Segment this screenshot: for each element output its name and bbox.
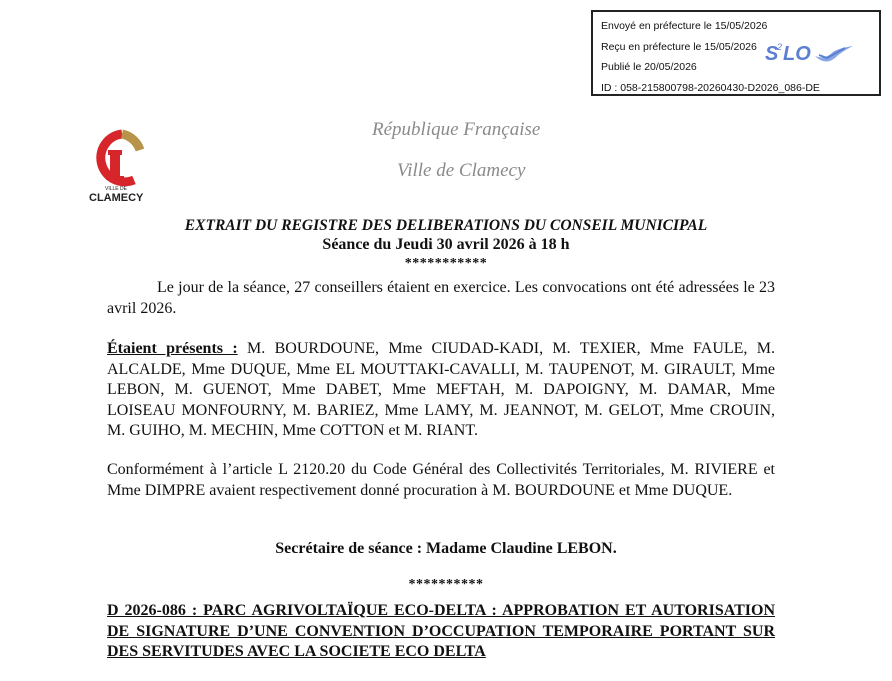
- proxy-paragraph: Conformément à l’article L 2120.20 du Code Général des Collectivités Territoriales, M. RIVIERE et Mme DIMPRE avaient respectivement donné procuration à M. BOURDOUNE et Mme DUQUE.: [107, 461, 775, 499]
- svg-text:LO: LO: [783, 43, 811, 65]
- stamp-published: Publié le 20/05/2026: [601, 61, 697, 73]
- session-intro-paragraph: Le jour de la séance, 27 conseillers étaient en exercice. Les convocations ont été adressées le 23 avril 2026.: [107, 279, 775, 317]
- svg-text:S: S: [765, 43, 779, 65]
- extract-title: EXTRAIT DU REGISTRE DES DELIBERATIONS DU CONSEIL MUNICIPAL: [184, 217, 708, 234]
- svg-text:VILLE DE: VILLE DE: [105, 186, 127, 192]
- prefecture-stamp: [591, 10, 881, 96]
- separator-stars-2: **********: [408, 577, 484, 592]
- svg-text:2: 2: [777, 42, 783, 52]
- present-list: M. BOURDOUNE, Mme CIUDAD-KADI, M. TEXIER, Mme FAULE, M. ALCALDE, Mme DUQUE, Mme EL MOUTTAKI-CAVALLI, M. TAUPENOT, M. GIRAULT, Mme LEBON, M. GUENOT, Mme DABET, Mme MEFTAH, M. DAPOIGNY, M. DAMAR, Mme LOISEAU MONFOURNY, M. BARIEZ, Mme LAMY, M. JEANNOT, M. GELOT, Mme CROUIN, M. GUIHO, M. MECHIN, Mme COTTON et M. RIANT.: [107, 340, 775, 439]
- stamp-received: Reçu en préfecture le 15/05/2026: [601, 40, 757, 53]
- stamp-sent: Envoyé en préfecture le 15/05/2026: [601, 20, 768, 32]
- session-title: Séance du Jeudi 30 avril 2026 à 18 h: [322, 236, 570, 253]
- clamecy-logo-icon: [86, 128, 148, 208]
- separator-stars: ***********: [404, 256, 488, 271]
- svg-text:CLAMECY: CLAMECY: [89, 192, 144, 204]
- republic-heading: République Française: [372, 119, 541, 140]
- city-heading: Ville de Clamecy: [397, 160, 526, 181]
- stamp-id: ID : 058-215800798-20260430-D2026_086-DE: [601, 81, 820, 94]
- decision-title: D 2026-086 : PARC AGRIVOLTAÏQUE ECO-DELTA : APPROBATION ET AUTORISATION DE SIGNATURE D’UNE CONVENTION D’OCCUPATION TEMPORAIRE PORTANT SUR DES SERVITUDES AVEC LA SOCIETE ECO DELTA: [107, 602, 775, 660]
- present-label: Étaient présents :: [107, 340, 238, 357]
- s2lo-logo-icon: [761, 38, 861, 68]
- secretary-line: Secrétaire de séance : Madame Claudine LEBON.: [275, 540, 617, 557]
- present-members-paragraph: [107, 339, 775, 442]
